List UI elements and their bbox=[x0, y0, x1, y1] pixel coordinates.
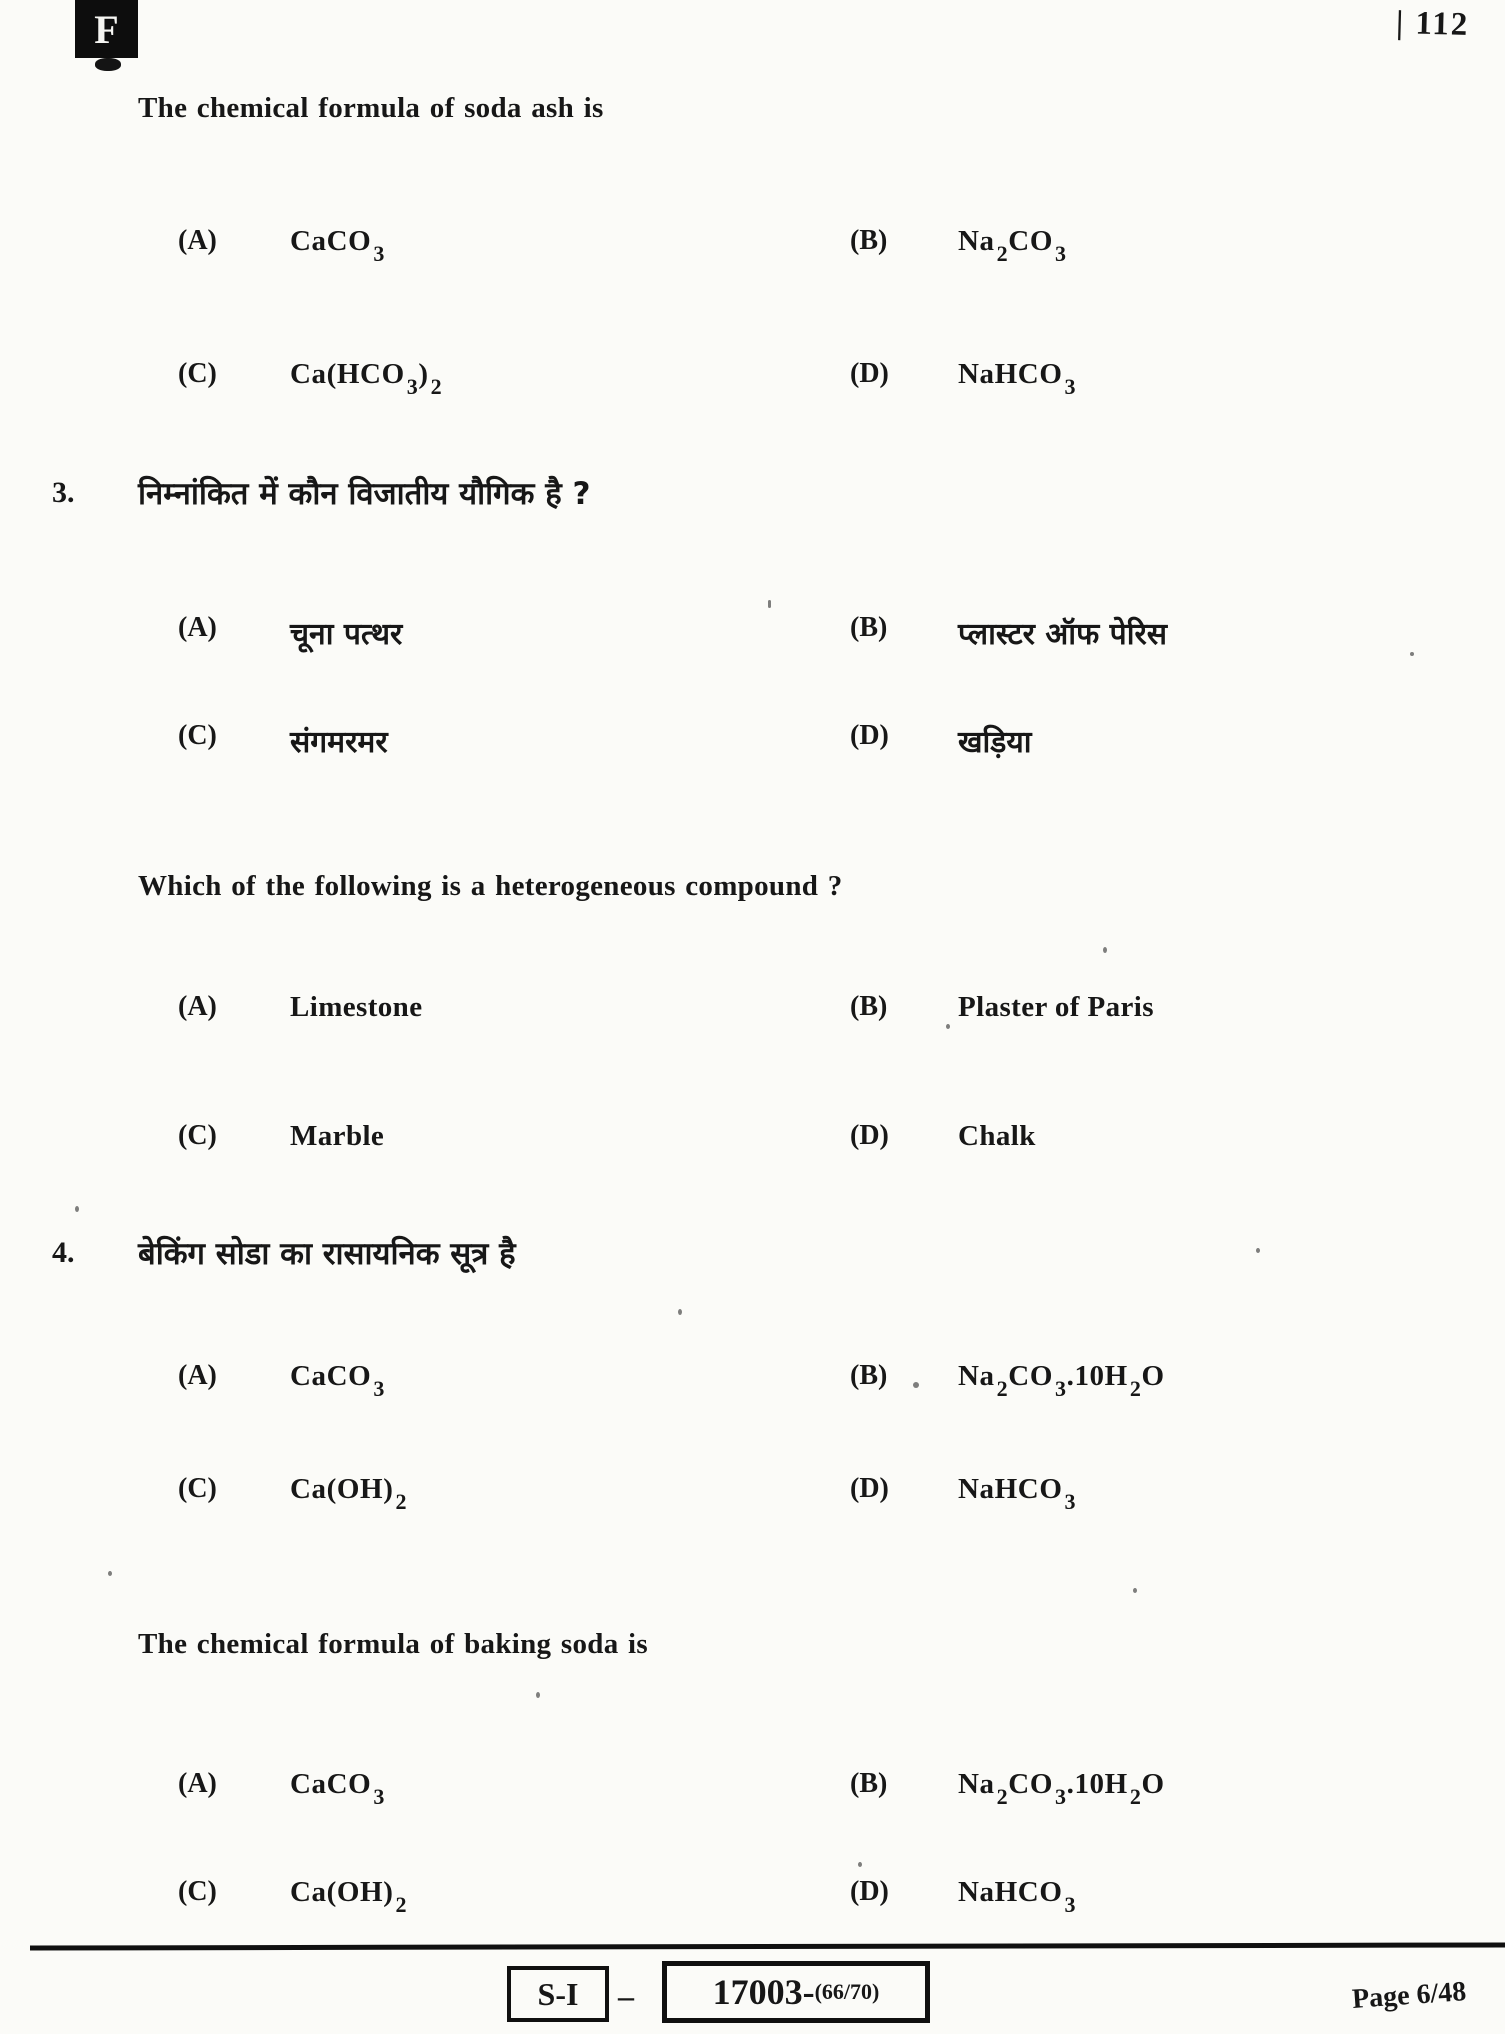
option-label-a: (A) bbox=[178, 1768, 217, 1799]
scan-speck bbox=[858, 1862, 862, 1867]
option-value-d: Chalk bbox=[958, 1120, 1036, 1152]
q4-hindi-options-row-2 bbox=[0, 1473, 1505, 1537]
set-code: S-I bbox=[537, 1975, 579, 2012]
scan-speck bbox=[913, 1382, 919, 1388]
scan-speck bbox=[536, 1692, 540, 1698]
q4-hindi-stem: बेकिंग सोडा का रासायनिक सूत्र है bbox=[138, 1236, 516, 1272]
scan-speck bbox=[768, 600, 771, 608]
option-value-d: NaHCO$_3$ bbox=[958, 1473, 1077, 1515]
option-label-d: (D) bbox=[850, 1473, 889, 1504]
scan-speck bbox=[108, 1571, 112, 1576]
q4-english-options-row-1 bbox=[0, 1768, 1505, 1832]
q2-options-row-2 bbox=[0, 358, 1505, 422]
option-value-b: $Na_2CO_3$ bbox=[958, 225, 1067, 267]
scan-speck bbox=[1133, 1588, 1137, 1593]
option-label-b: (B) bbox=[850, 1768, 888, 1799]
footer-rule bbox=[30, 1942, 1505, 1950]
option-value-c: $Ca(OH)_2$ bbox=[290, 1876, 408, 1918]
q4-hindi-options-row-1 bbox=[0, 1360, 1505, 1424]
page-indicator: Page 6/48 bbox=[1351, 1976, 1468, 2015]
option-label-c: (C) bbox=[178, 358, 217, 389]
option-label-c: (C) bbox=[178, 1876, 217, 1907]
option-value-c: Marble bbox=[290, 1120, 385, 1152]
footer-separator: – bbox=[618, 1978, 634, 2014]
q3-english-stem: Which of the following is a heterogeneous compound ? bbox=[138, 870, 843, 902]
q4-english-options-row-2 bbox=[0, 1876, 1505, 1940]
series-code: F bbox=[94, 6, 119, 52]
booklet-code-box bbox=[662, 1961, 930, 2023]
q3-hindi-options-row-2 bbox=[0, 720, 1505, 784]
option-value-a: CaCO$_3$ bbox=[290, 1360, 385, 1402]
scan-smudge bbox=[95, 58, 121, 71]
series-code-box bbox=[75, 0, 138, 58]
q3-english-options-row-2 bbox=[0, 1120, 1505, 1184]
option-value-b: $Na_2CO_3.10H_2O$ bbox=[958, 1360, 1165, 1402]
option-value-c: $Ca(HCO_3)_2$ bbox=[290, 358, 443, 400]
option-value-b: Plaster of Paris bbox=[958, 991, 1154, 1023]
option-value-d: NaHCO$_3$ bbox=[958, 1876, 1077, 1918]
booklet-code-suffix: (66/70) bbox=[814, 1979, 880, 2004]
option-value-c: संगमरमर bbox=[290, 725, 388, 760]
option-label-d: (D) bbox=[850, 1120, 889, 1151]
option-value-b: प्लास्टर ऑफ पेरिस bbox=[958, 617, 1168, 652]
option-value-d: खड़िया bbox=[958, 725, 1032, 760]
option-value-c: $Ca(OH)_2$ bbox=[290, 1473, 408, 1515]
q3-hindi-options-row-1 bbox=[0, 612, 1505, 676]
booklet-code: 17003- bbox=[712, 1972, 815, 2012]
q3-hindi-stem: निम्नांकित में कौन विजातीय यौगिक है ? bbox=[138, 476, 591, 512]
question-number-3: 3. bbox=[52, 476, 75, 509]
question-stem-soda-ash: The chemical formula of soda ash is bbox=[138, 92, 604, 124]
scan-speck bbox=[946, 1024, 950, 1029]
option-label-d: (D) bbox=[850, 1876, 889, 1907]
scan-speck bbox=[1256, 1248, 1260, 1253]
q4-english-stem: The chemical formula of baking soda is bbox=[138, 1628, 648, 1660]
option-value-a: CaCO$_3$ bbox=[290, 1768, 385, 1810]
option-label-b: (B) bbox=[850, 225, 888, 256]
q2-options-row-1 bbox=[0, 225, 1505, 289]
scan-speck bbox=[1103, 947, 1107, 953]
option-label-a: (A) bbox=[178, 225, 217, 256]
option-label-d: (D) bbox=[850, 720, 889, 751]
option-label-a: (A) bbox=[178, 612, 217, 643]
option-label-c: (C) bbox=[178, 1120, 217, 1151]
option-value-a: CaCO$_3$ bbox=[290, 225, 385, 267]
question-number-4: 4. bbox=[52, 1236, 75, 1269]
q3-english-options-row-1 bbox=[0, 991, 1505, 1055]
scan-speck bbox=[1410, 652, 1414, 656]
option-value-d: NaHCO$_3$ bbox=[958, 358, 1077, 400]
option-label-a: (A) bbox=[178, 991, 217, 1022]
option-label-a: (A) bbox=[178, 1360, 217, 1391]
option-label-c: (C) bbox=[178, 1473, 217, 1504]
option-value-b: $Na_2CO_3.10H_2O$ bbox=[958, 1768, 1165, 1810]
scan-speck bbox=[678, 1309, 682, 1315]
option-value-a: Limestone bbox=[290, 991, 423, 1023]
option-label-b: (B) bbox=[850, 612, 888, 643]
set-code-box bbox=[507, 1966, 609, 2022]
serial-number: | 112 bbox=[1395, 5, 1470, 43]
scan-speck bbox=[75, 1206, 79, 1212]
option-label-c: (C) bbox=[178, 720, 217, 751]
option-value-a: चूना पत्थर bbox=[290, 617, 403, 652]
option-label-d: (D) bbox=[850, 358, 889, 389]
option-label-b: (B) bbox=[850, 991, 888, 1022]
option-label-b: (B) bbox=[850, 1360, 888, 1391]
